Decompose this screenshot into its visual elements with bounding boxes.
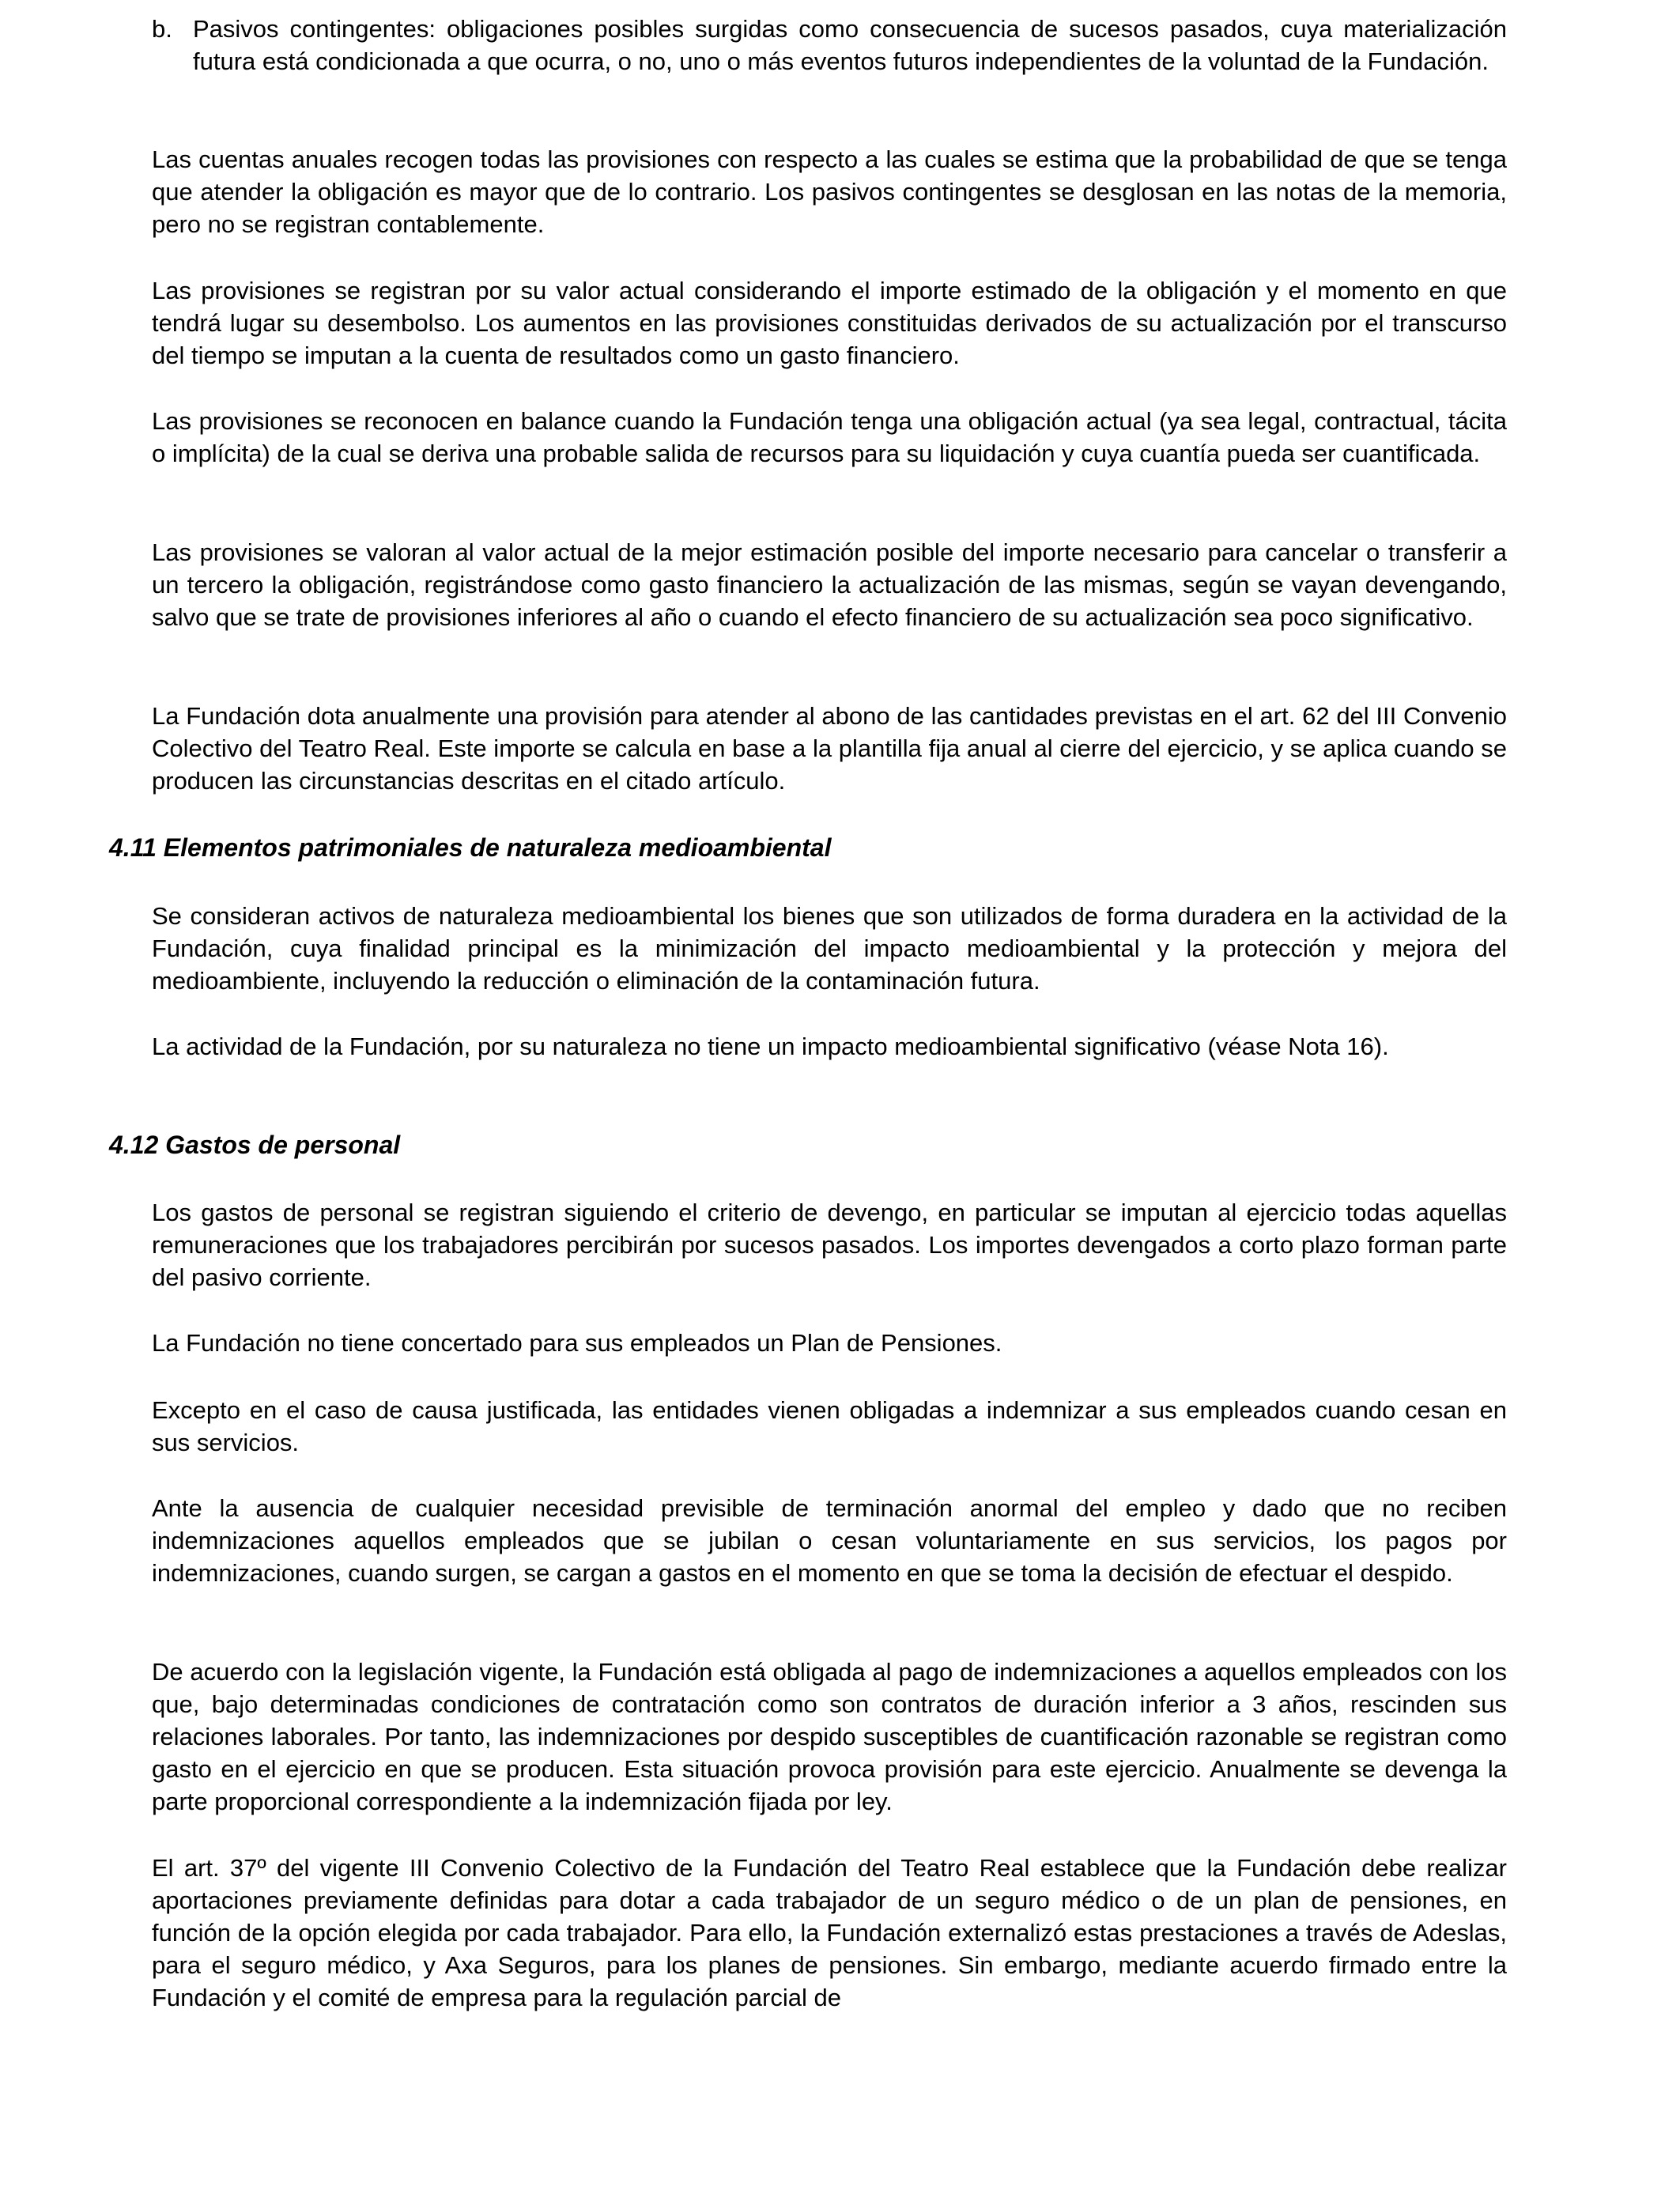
paragraph-4-12-1: Los gastos de personal se registran siguiendo el criterio de devengo, en particular se imputan al ejercicio todas aquellas remuneraciones que los trabajadores percibirán por sucesos pasados. Los importes devengados a corto plazo forman parte del pasivo corriente. (152, 1199, 1507, 1291)
paragraph-provisiones-5: La Fundación dota anualmente una provisión para atender al abono de las cantidades previstas en el art. 62 del III Convenio Colectivo del Teatro Real. Este importe se calcula en base a la plantilla fija anual al cierre del ejercicio, y se aplica cuando se producen las circunstancias descritas en el citado artículo. (152, 702, 1507, 795)
paragraph-4-11-1: Se consideran activos de naturaleza medioambiental los bienes que son utilizados de forma duradera en la actividad de la Fundación, cuya finalidad principal es la minimización del impacto medioambiental y la protección y mejora del medioambiente, incluyendo la reducción o eliminación de la contaminación futura. (152, 902, 1507, 995)
paragraph-provisiones-1: Las cuentas anuales recogen todas las provisiones con respecto a las cuales se estima que la probabilidad de que se tenga que atender la obligación es mayor que de lo contrario. Los pasivos contingentes se desglosan en las notas de la memoria, pero no se registran contablemente. (152, 145, 1507, 238)
paragraph-4-12-3: Excepto en el caso de causa justificada, las entidades vienen obligadas a indemnizar a sus empleados cuando cesan en sus servicios. (152, 1396, 1507, 1456)
paragraph-4-12-5: De acuerdo con la legislación vigente, la Fundación está obligada al pago de indemnizaciones a aquellos empleados con los que, bajo determinadas condiciones de contratación como son contratos de duración inferior a 3 años, rescinden sus relaciones laborales. Por tanto, las indemnizaciones por despido susceptibles de cuantificación razonable se registran como gasto en el ejercicio en que se producen. Esta situación provoca provisión para este ejercicio. Anualmente se devenga la parte proporcional correspondiente a la indemnización fijada por ley. (152, 1658, 1507, 1815)
list-marker: b. (152, 15, 172, 43)
section-heading-4-11: 4.11 Elementos patrimoniales de naturaleza medioambiental (109, 833, 832, 862)
list-item-b (152, 13, 1507, 77)
paragraph-provisiones-2: Las provisiones se registran por su valor actual considerando el importe estimado de la obligación y el momento en que tendrá lugar su desembolso. Los aumentos en las provisiones constituidas derivados de su actualización por el transcurso del tiempo se imputan a la cuenta de resultados como un gasto financiero. (152, 277, 1507, 369)
paragraph-4-11-2: La actividad de la Fundación, por su naturaleza no tiene un impacto medioambiental significativo (véase Nota 16). (152, 1033, 1389, 1060)
paragraph-4-12-2: La Fundación no tiene concertado para sus empleados un Plan de Pensiones. (152, 1329, 1002, 1357)
section-heading-4-12: 4.12 Gastos de personal (109, 1131, 401, 1159)
paragraph-4-12-4: Ante la ausencia de cualquier necesidad previsible de terminación anormal del empleo y dado que no reciben indemnizaciones aquellos empleados que se jubilan o cesan voluntariamente en sus servicios, los pagos por indemnizaciones, cuando surgen, se cargan a gastos en el momento en que se toma la decisión de efectuar el despido. (152, 1494, 1507, 1587)
paragraph-provisiones-4: Las provisiones se valoran al valor actual de la mejor estimación posible del importe necesario para cancelar o transferir a un tercero la obligación, registrándose como gasto financiero la actualización de las mismas, según se vayan devengando, salvo que se trate de provisiones inferiores al año o cuando el efecto financiero de su actualización sea poco significativo. (152, 538, 1507, 631)
list-item-text: Pasivos contingentes: obligaciones posibles surgidas como consecuencia de sucesos pasados, cuya materialización futura está condicionada a que ocurra, o no, uno o más eventos futuros independientes de la voluntad de la Fundación. (193, 15, 1507, 75)
paragraph-provisiones-3: Las provisiones se reconocen en balance cuando la Fundación tenga una obligación actual (ya sea legal, contractual, tácita o implícita) de la cual se deriva una probable salida de recursos para su liquidación y cuya cuantía pueda ser cuantificada. (152, 407, 1507, 467)
paragraph-4-12-6: El art. 37º del vigente III Convenio Colectivo de la Fundación del Teatro Real establece que la Fundación debe realizar aportaciones previamente definidas para dotar a cada trabajador de un seguro médico o de un plan de pensiones, en función de la opción elegida por cada trabajador. Para ello, la Fundación externalizó estas prestaciones a través de Adeslas, para el seguro médico, y Axa Seguros, para los planes de pensiones. Sin embargo, mediante acuerdo firmado entre la Fundación y el comité de empresa para la regulación parcial de (152, 1854, 1507, 2011)
